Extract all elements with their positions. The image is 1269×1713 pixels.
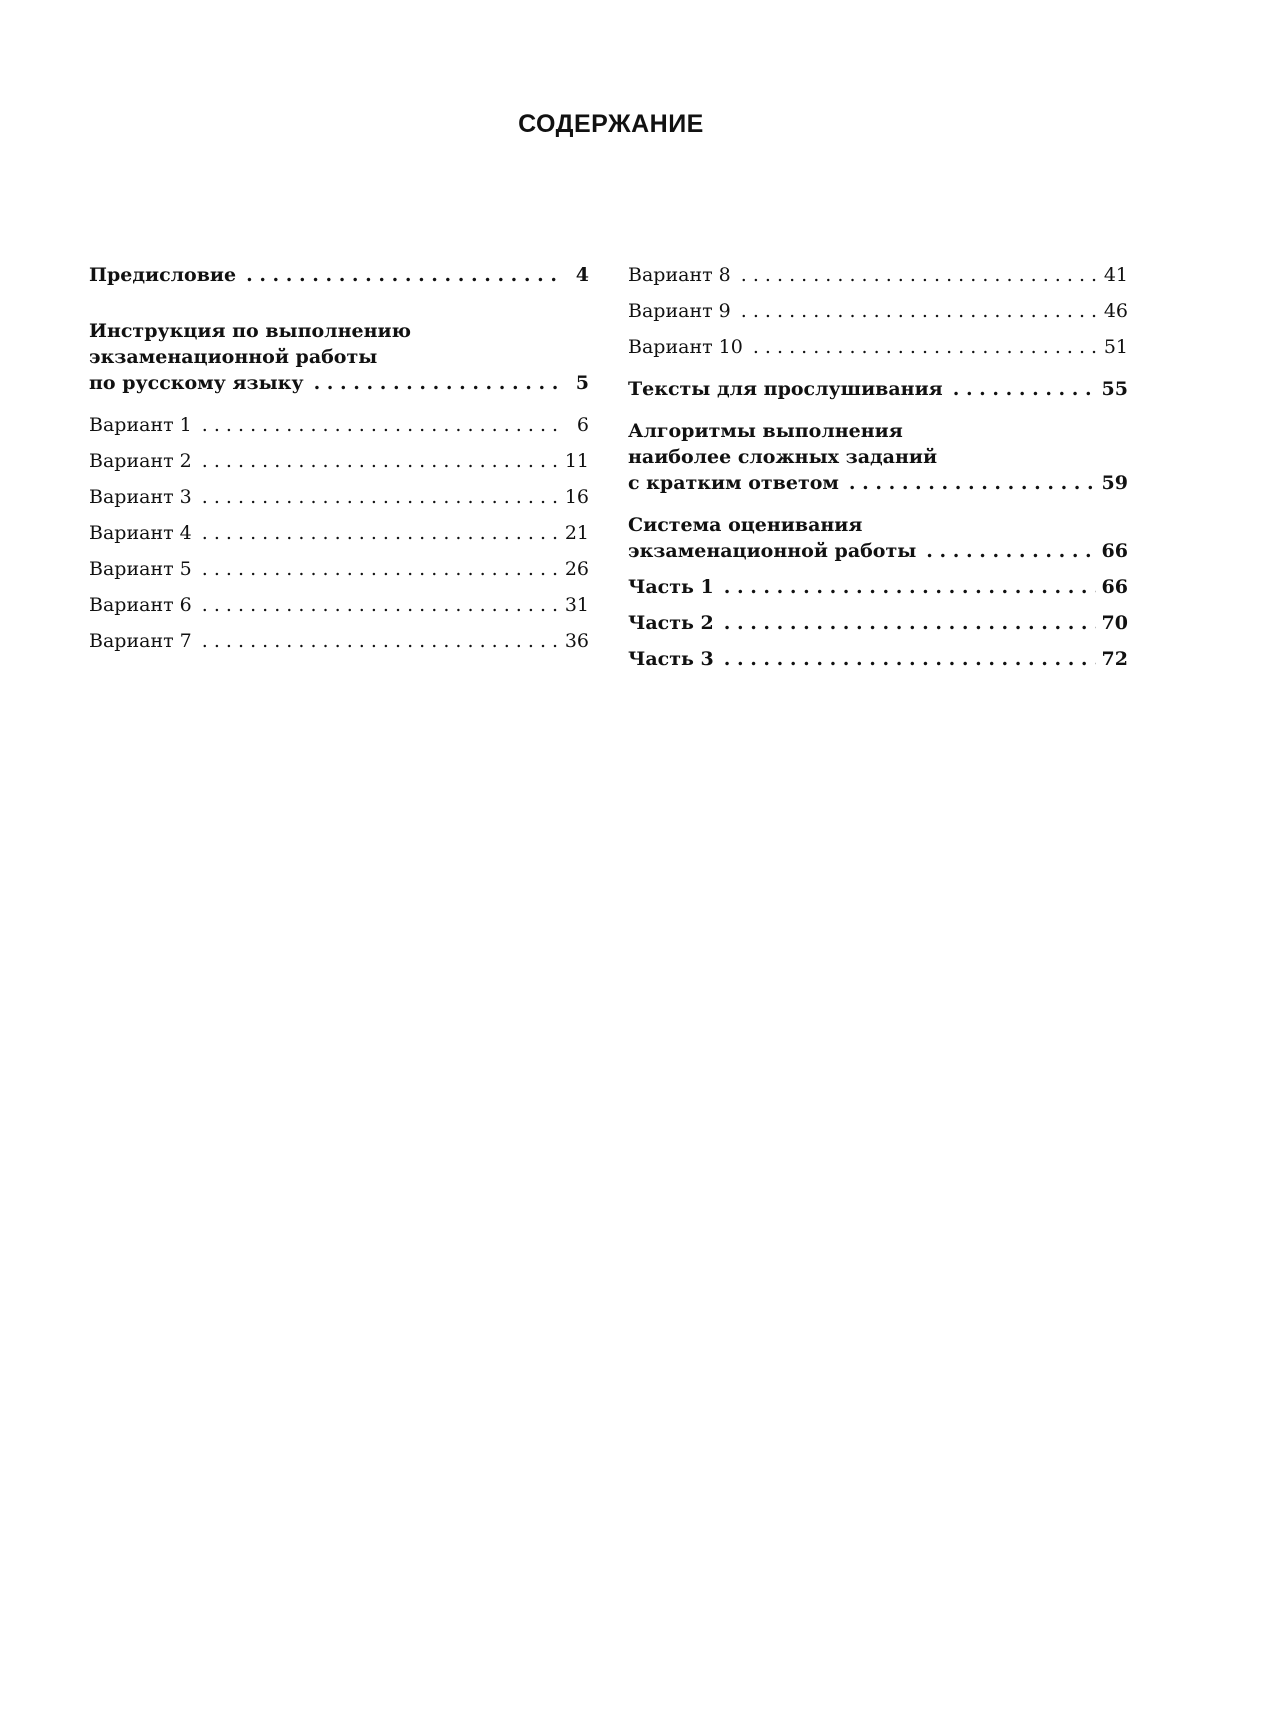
toc-page-number: 51: [1103, 336, 1128, 358]
toc-entry-title: Часть 2: [628, 612, 714, 634]
toc-entry-title: Вариант 2: [89, 450, 192, 472]
toc-entry-title-line: Система оценивания: [628, 514, 863, 536]
toc-entry-variant-1[interactable]: [89, 412, 589, 438]
toc-page-number: 31: [564, 594, 589, 616]
toc-page-number: 6: [576, 414, 589, 436]
toc-page-number: 66: [1101, 576, 1128, 598]
toc-entry-title: Вариант 9: [628, 300, 731, 322]
toc-entry-title: Часть 1: [628, 576, 714, 598]
toc-page-number: 26: [564, 558, 589, 580]
toc-entry-title: Вариант 5: [89, 558, 192, 580]
dot-leader: [202, 520, 557, 546]
toc-page-number: 4: [575, 264, 589, 286]
toc-entry-title: Часть 3: [628, 648, 714, 670]
toc-page-number: 41: [1103, 264, 1128, 286]
toc-right-column: [628, 262, 1128, 672]
toc-entry-title-line: экзаменационной работы: [628, 540, 917, 562]
toc-page-number: 16: [564, 486, 589, 508]
toc-entry-variant-8[interactable]: [628, 262, 1128, 288]
toc-entry-variant-5[interactable]: [89, 556, 589, 582]
toc-page-number: 36: [564, 630, 589, 652]
toc-left-column: [89, 262, 589, 654]
dot-leader: [202, 556, 557, 582]
dot-leader: [741, 262, 1096, 288]
toc-entry-variant-6[interactable]: [89, 592, 589, 618]
toc-page-number: 70: [1101, 612, 1128, 634]
toc-entry-part-2[interactable]: [628, 610, 1128, 636]
toc-entry-part-1[interactable]: [628, 574, 1128, 600]
toc-entry-title: Вариант 7: [89, 630, 192, 652]
toc-entry-variant-10[interactable]: [628, 334, 1128, 360]
dot-leader: [741, 298, 1096, 324]
toc-entry-variant-4[interactable]: [89, 520, 589, 546]
toc-entry-title: Тексты для прослушивания: [628, 378, 943, 400]
toc-entry-title: Предисловие: [89, 264, 237, 286]
toc-entry-listening-texts[interactable]: [628, 376, 1128, 402]
toc-page-number: 55: [1101, 378, 1128, 400]
toc-page-number: 21: [564, 522, 589, 544]
toc-entry-title-line: с кратким ответом: [628, 472, 839, 494]
toc-entry-title: Вариант 8: [628, 264, 731, 286]
dot-leader: [724, 646, 1096, 672]
toc-entry-variant-7[interactable]: [89, 628, 589, 654]
page-title: СОДЕРЖАНИЕ: [518, 110, 704, 138]
dot-leader: [849, 470, 1096, 496]
dot-leader: [202, 628, 557, 654]
toc-entry-title: Вариант 6: [89, 594, 192, 616]
toc-entry-title-line: Инструкция по выполнению: [89, 320, 412, 342]
dot-leader: [314, 370, 557, 396]
toc-entry-variant-9[interactable]: [628, 298, 1128, 324]
toc-entry-instructions[interactable]: [89, 318, 589, 396]
toc-entry-title-line: по русскому языку: [89, 372, 304, 394]
dot-leader: [724, 610, 1096, 636]
dot-leader: [724, 574, 1096, 600]
toc-entry-title-line: экзаменационной работы: [89, 346, 378, 368]
toc-entry-title: Вариант 4: [89, 522, 192, 544]
toc-page-number: 66: [1101, 540, 1128, 562]
toc-page-number: 46: [1103, 300, 1128, 322]
dot-leader: [202, 592, 557, 618]
dot-leader: [202, 448, 557, 474]
toc-entry-title: Вариант 10: [628, 336, 743, 358]
dot-leader: [246, 262, 557, 288]
toc-entry-title-line: наиболее сложных заданий: [628, 446, 938, 468]
toc-entry-variant-3[interactable]: [89, 484, 589, 510]
dot-leader: [202, 484, 557, 510]
dot-leader: [953, 376, 1096, 402]
toc-page-number: 59: [1101, 472, 1128, 494]
toc-entry-grading-system[interactable]: [628, 512, 1128, 564]
toc-entry-title-line: Алгоритмы выполнения: [628, 420, 903, 442]
toc-page-number: 11: [564, 450, 589, 472]
toc-entry-title: Вариант 3: [89, 486, 192, 508]
toc-entry-preface[interactable]: [89, 262, 589, 288]
toc-entry-variant-2[interactable]: [89, 448, 589, 474]
dot-leader: [926, 538, 1095, 564]
toc-entry-part-3[interactable]: [628, 646, 1128, 672]
toc-entry-title: Вариант 1: [89, 414, 192, 436]
dot-leader: [202, 412, 557, 438]
toc-page-number: 72: [1101, 648, 1128, 670]
dot-leader: [753, 334, 1096, 360]
toc-page-number: 5: [575, 372, 589, 394]
toc-entry-algorithms[interactable]: [628, 418, 1128, 496]
